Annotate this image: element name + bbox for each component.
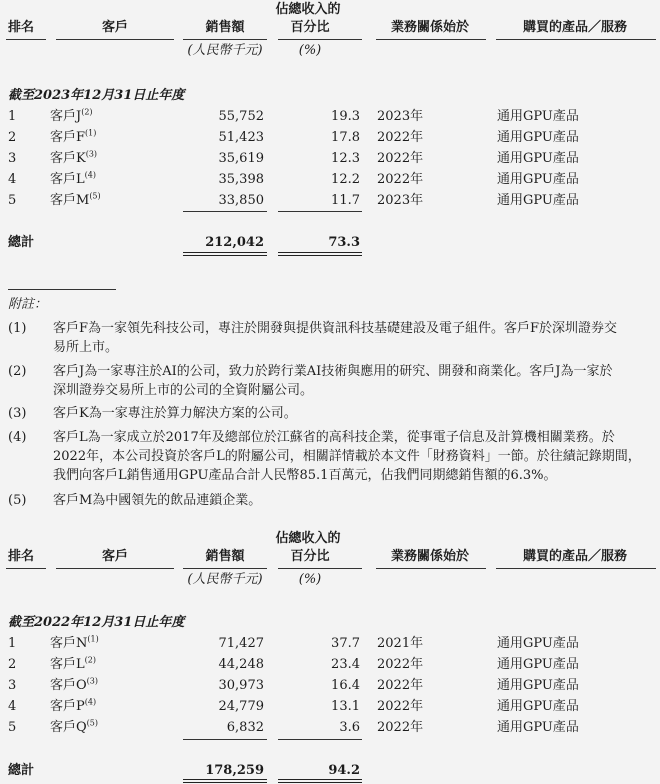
product-cell: 通用GPU產品 [497,636,579,651]
sales-cell: 6,832 [226,720,264,735]
since-cell: 2022年 [377,699,424,714]
sales-cell: 24,779 [218,699,264,714]
footnote-ref: (3) [85,149,98,159]
product-cell: 通用GPU產品 [497,151,579,166]
footnote-item: (3) 客戶K為一家專注於算力解決方案的公司。 [8,406,297,421]
sales-cell: 51,423 [218,130,264,145]
header-pct-line2: 百分比 [290,20,330,35]
footnote-ref: (4) [84,697,97,707]
pct-cell: 13.1 [331,699,360,714]
period-label: 截至2023年12月31日止年度 [8,88,185,103]
customer-cell: 客戶$L^{(2)}$ [50,655,96,672]
customer-cell: 客戶$L^{(4)}$ [50,170,96,187]
rank-cell: 5 [8,720,17,735]
header-pct-line1: 佔總收入的 [275,531,341,546]
footnote-ref: (5) [89,191,101,201]
total-pct: 94.2 [328,763,360,778]
header-pct-line1: 佔總收入的 [275,2,341,17]
customer-cell: 客戶$N^{(1)}$ [50,634,99,651]
footnote-ref: (2) [81,107,93,117]
footnote-item: (4) 客戶L為一家成立於2017年及總部位於江蘇省的高科技企業，從事電子信息及計算機相關業務。於 2022年，本公司投資於客戶L的附屬公司，相關詳情載於本文件「財務資料」一節。於往績記錄期間， 我們向客戶L銷售通用GPU產品合計人民幣85.1百萬元，佔我們同期總銷售額的6.3%。 [8,430,641,483]
product-cell: 通用GPU產品 [497,172,579,187]
product-cell: 通用GPU產品 [497,678,579,693]
rank-cell: 3 [8,678,17,693]
header-pct-line2: 百分比 [290,549,330,564]
customer-cell: 客戶$K^{(3)}$ [50,149,98,166]
customer-cell: 客戶$Q^{(5)}$ [50,718,99,735]
product-cell: 通用GPU產品 [497,720,579,735]
footnote-ref: (2) [84,655,96,665]
rank-cell: 2 [8,130,17,145]
footnote-ref: (5) [86,718,99,728]
customer-cell: 客戶$M^{(5)}$ [50,191,101,208]
footnote-ref: (1) [85,128,97,138]
total-label: 總計 [8,235,35,250]
header-since: 業務關係始於 [390,20,469,35]
sales-cell: 33,850 [218,193,264,208]
rank-cell: 2 [8,657,17,672]
period-label: 截至2022年12月31日止年度 [8,615,185,630]
rank-cell: 4 [8,172,17,187]
pct-cell: 12.2 [331,172,360,187]
pct-cell: 37.7 [331,636,360,651]
pct-cell: 3.6 [339,720,360,735]
customer-cell: 客戶$F^{(1)}$ [50,128,97,145]
footnote-item: (5) 客戶M為中國領先的飲品連鎖企業。 [8,493,262,508]
header-sales: 銷售額 [205,549,245,564]
header-sales: 銷售額 [205,20,245,35]
total-label: 總計 [8,763,35,778]
product-cell: 通用GPU產品 [497,657,579,672]
rank-cell: 4 [8,699,17,714]
header-sales-unit: (人民幣千元) [187,43,263,58]
sales-cell: 30,973 [218,678,264,693]
since-cell: 2022年 [377,720,424,735]
since-cell: 2022年 [377,657,424,672]
rank-cell: 1 [8,109,17,124]
rank-cell: 1 [8,636,17,651]
rank-cell: 5 [8,193,17,208]
sales-cell: 35,398 [218,172,264,187]
sales-cell: 71,427 [218,636,264,651]
total-pct: 73.3 [328,235,360,250]
product-cell: 通用GPU產品 [497,699,579,714]
customer-cell: 客戶$P^{(4)}$ [50,697,97,714]
sales-cell: 44,248 [218,657,264,672]
header-pct-unit: (%) [298,572,322,587]
sales-cell: 35,619 [218,151,264,166]
total-sales: 178,259 [205,763,264,778]
rank-cell: 3 [8,151,17,166]
header-product: 購買的產品／服務 [522,20,627,35]
since-cell: 2021年 [377,636,424,651]
sales-cell: 55,752 [218,109,264,124]
pct-cell: 11.7 [331,193,360,208]
product-cell: 通用GPU產品 [497,193,579,208]
customer-cell: 客戶$J^{(2)}$ [50,107,93,124]
header-pct-unit: (%) [298,43,322,58]
since-cell: 2022年 [377,172,424,187]
since-cell: 2022年 [377,151,424,166]
since-cell: 2023年 [377,109,424,124]
header-product: 購買的產品／服務 [522,549,627,564]
product-cell: 通用GPU產品 [497,109,579,124]
customer-cell: 客戶$O^{(3)}$ [50,676,99,693]
pct-cell: 12.3 [331,151,360,166]
since-cell: 2023年 [377,193,424,208]
header-sales-unit: (人民幣千元) [187,572,263,587]
footnote-item: (1) 客戶F為一家領先科技公司，專注於開發與提供資訊科技基礎建設及電子組件。客戶F於深圳證券交 易所上市。 [8,321,618,355]
footnote-ref: (3) [86,676,99,686]
since-cell: 2022年 [377,130,424,145]
pct-cell: 23.4 [331,657,360,672]
header-rank: 排名 [8,20,35,35]
header-customer: 客戶 [101,549,128,564]
pct-cell: 17.8 [331,130,360,145]
total-sales: 212,042 [205,235,264,250]
since-cell: 2022年 [377,678,424,693]
header-customer: 客戶 [101,20,128,35]
header-since: 業務關係始於 [390,549,469,564]
pct-cell: 16.4 [331,678,360,693]
footnote-ref: (4) [84,170,96,180]
product-cell: 通用GPU產品 [497,130,579,145]
footnote-item: (2) 客戶J為一家專注於AI的公司，致力於跨行業AI技術與應用的研究、開發和商業化。客戶J為一家於 深圳證券交易所上市的公司的全資附屬公司。 [8,364,613,398]
footnote-ref: (1) [87,634,99,644]
pct-cell: 19.3 [331,109,360,124]
notes-title: 附註： [8,297,48,312]
header-rank: 排名 [8,549,35,564]
